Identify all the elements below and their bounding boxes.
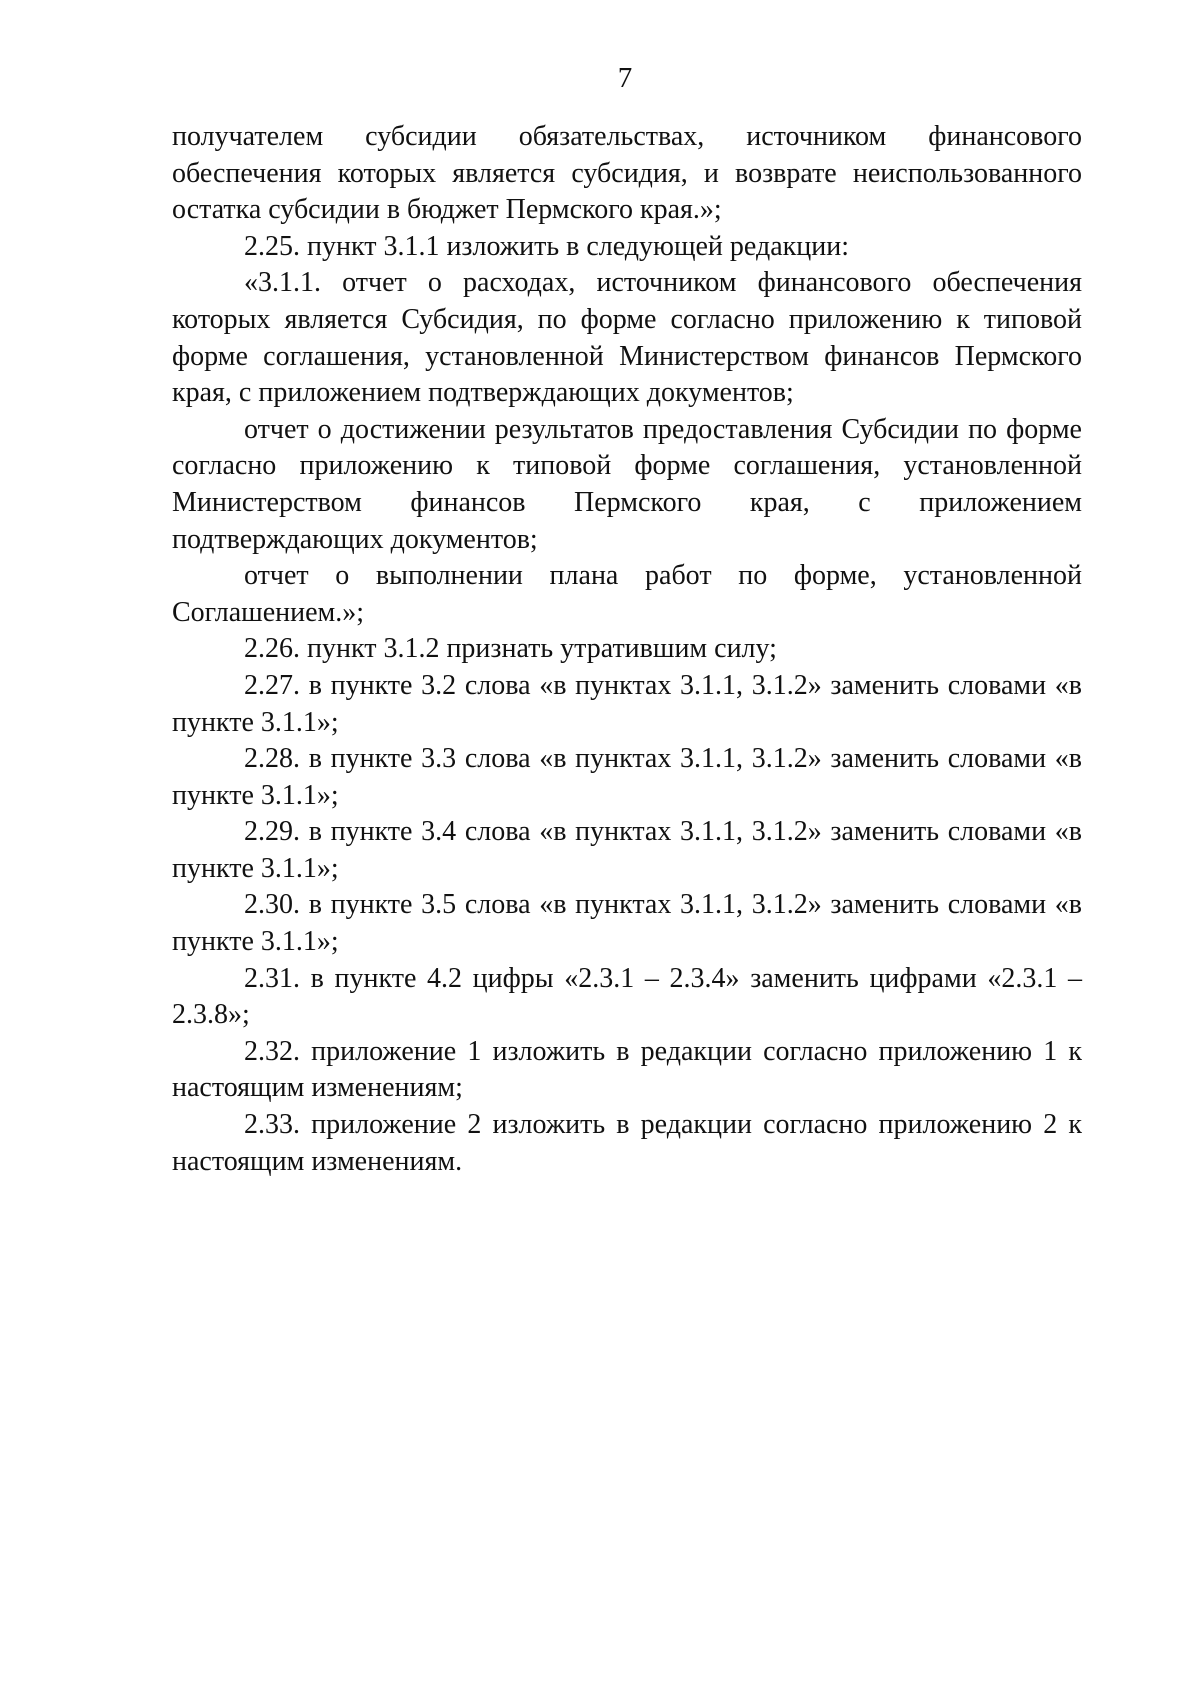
paragraph-2-27: 2.27. в пункте 3.2 слова «в пунктах 3.1.1, 3.1.2» заменить словами «в пункте 3.1.1»; <box>172 669 1082 738</box>
paragraph-2-28: 2.28. в пункте 3.3 слова «в пунктах 3.1.1, 3.1.2» заменить словами «в пункте 3.1.1»; <box>172 743 1082 811</box>
paragraph-2-31: 2.31. в пункте 4.2 цифры «2.3.1 – 2.3.4» заменить цифрами «2.3.1 – 2.3.8»; <box>172 962 1082 1031</box>
page-number: 7 <box>617 62 633 94</box>
paragraph-2-25: 2.25. пункт 3.1.1 изложить в следующей редакции: <box>244 230 849 262</box>
paragraph-2-30: 2.30. в пункте 3.5 слова «в пунктах 3.1.1, 3.1.2» заменить словами «в пункте 3.1.1»; <box>172 889 1082 958</box>
paragraph-continuation: получателем субсидии обязательствах, источником финансового обеспечения которых является субсидия, и возврате неиспользованного остатка субсидии в бюджет Пермского края.»; <box>172 121 1082 226</box>
paragraph-3-1-1-report-expenses: «3.1.1. отчет о расходах, источником финансового обеспечения которых является Субсидия, по форме согласно приложению к типовой форме соглашения, установленной Министерством финансов Пермского края, с приложением подтверждающих документов; <box>172 267 1082 409</box>
paragraph-report-results: отчет о достижении результатов предоставления Субсидии по форме согласно приложению к типовой форме соглашения, установленной Министерством финансов Пермского края, с приложением подтверждающих документов; <box>172 413 1082 555</box>
paragraph-2-32: 2.32. приложение 1 изложить в редакции согласно приложению 1 к настоящим изменениям; <box>172 1035 1082 1104</box>
paragraph-2-26: 2.26. пункт 3.1.2 признать утратившим силу; <box>244 633 777 665</box>
paragraph-report-work-plan: отчет о выполнении плана работ по форме, установленной Соглашением.»; <box>172 560 1082 628</box>
document-body <box>172 119 1082 1180</box>
paragraph-2-29: 2.29. в пункте 3.4 слова «в пунктах 3.1.1, 3.1.2» заменить словами «в пункте 3.1.1»; <box>172 816 1082 884</box>
paragraph-2-33: 2.33. приложение 2 изложить в редакции согласно приложению 2 к настоящим изменениям. <box>172 1109 1082 1177</box>
